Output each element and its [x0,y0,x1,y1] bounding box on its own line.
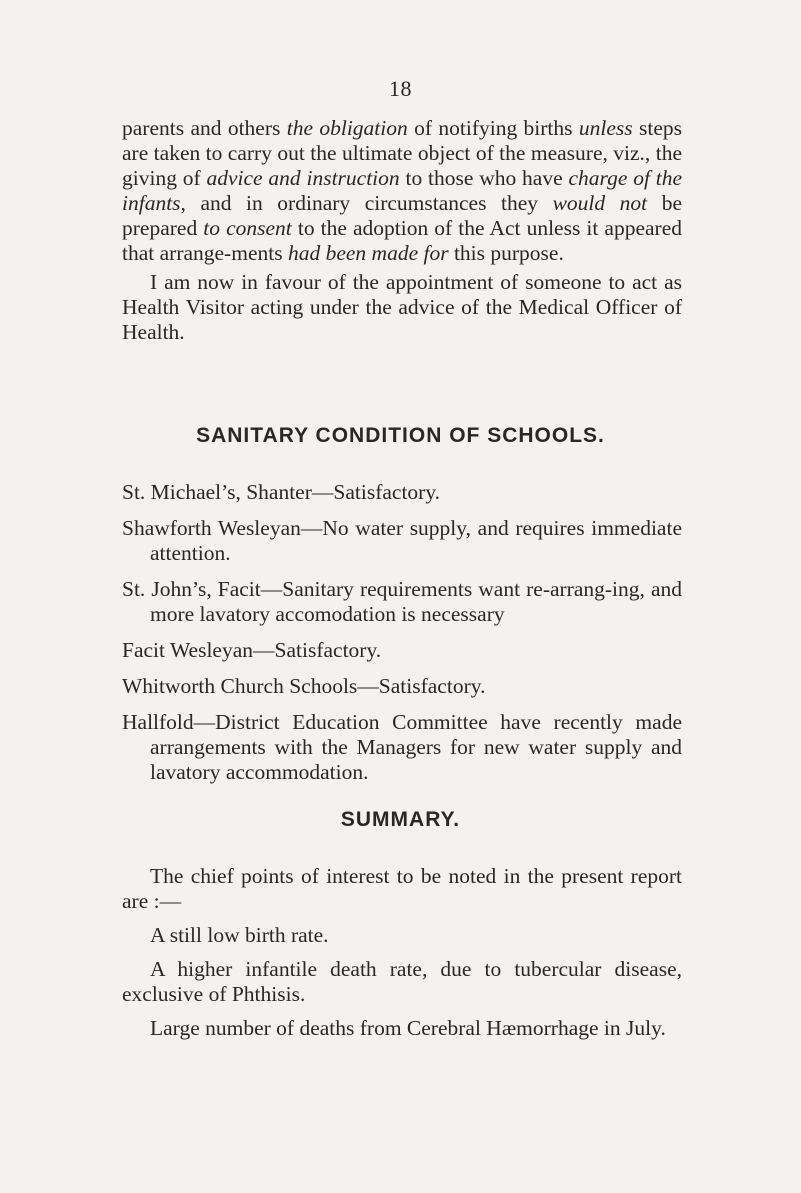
intro-paragraph-2: I am now in favour of the appointment of someone to act as Health Visitor acting under the advice of the Medical Officer of Health. [122,270,682,344]
school-item: Facit Wesleyan—Satisfactory. [122,638,382,662]
summary-point: A still low birth rate. [150,923,329,947]
school-item: Shawforth Wesleyan—No water supply, and requires immediate attention. [122,516,682,565]
summary-point: A higher infantile death rate, due to tubercular disease, exclusive of Phthisis. [122,957,682,1006]
summary-point: Large number of deaths from Cerebral Hæmorrhage in July. [150,1016,666,1040]
school-item: Hallfold—District Education Committee have recently made arrangements with the Managers for new water supply and lavatory accommodation. [122,710,682,784]
school-item: St. Michael’s, Shanter—Satisfactory. [122,480,441,504]
school-item: St. John’s, Facit—Sanitary requirements want re-arrang-ing, and more lavatory accomodation is necessary [122,577,682,626]
intro-paragraph-1: parents and others the obligation of notifying births unless steps are taken to carry out the ultimate object of the measure, viz., the giving of advice and instruction to those who have charge of the infants, and in ordinary circumstances they would not be prepared to consent to the adoption of the Act unless it appeared that arrange-ments had been made for this purpose. [122,116,682,265]
page-number: 18 [389,76,412,101]
summary-section [122,864,682,1041]
school-list [122,480,682,785]
intro-section [122,116,682,345]
school-item: Whitworth Church Schools—Satisfactory. [122,674,486,698]
summary-intro: The chief points of interest to be noted in the present report are :— [122,864,682,913]
sanitary-heading: SANITARY CONDITION OF SCHOOLS. [196,424,605,447]
summary-heading: SUMMARY. [340,808,461,831]
